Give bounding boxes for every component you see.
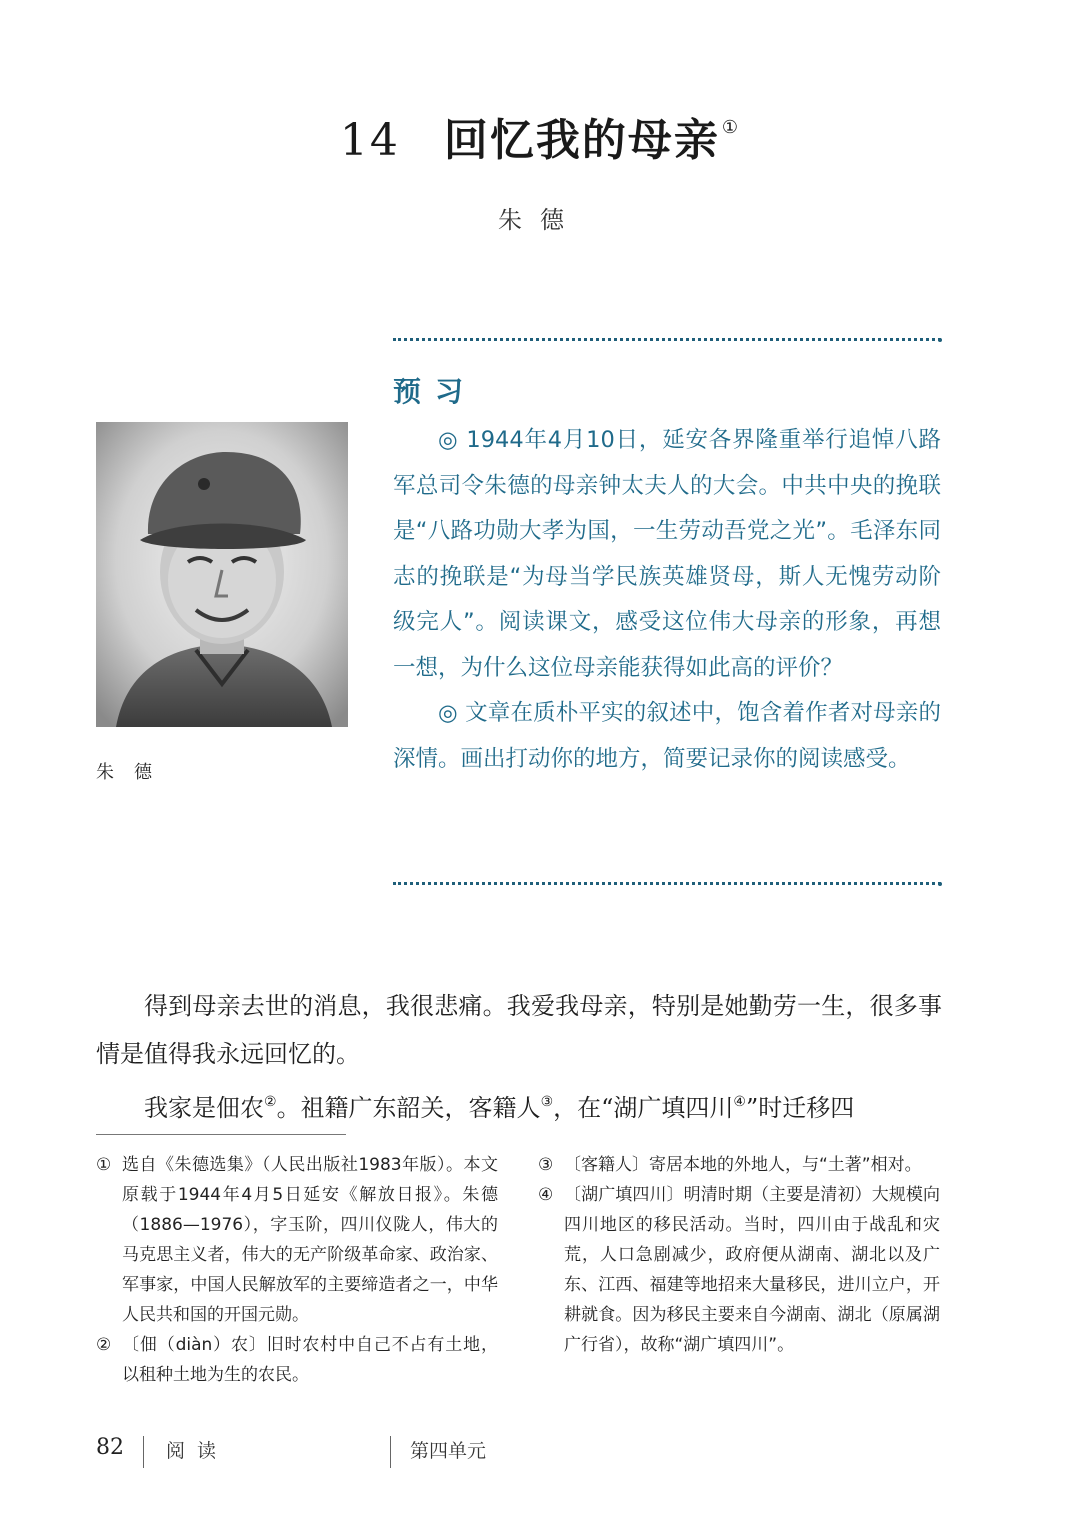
- footnote-1: [96, 1150, 498, 1330]
- photo-caption: 朱德: [96, 762, 172, 783]
- footer-separator: [390, 1436, 391, 1468]
- author-portrait: [96, 422, 348, 727]
- footnote-ref-4[interactable]: ④: [733, 1094, 746, 1110]
- author-name: 朱德: [498, 206, 582, 234]
- main-text: [96, 982, 942, 1132]
- footnotes-right-column: [538, 1150, 940, 1360]
- preview-body: [393, 418, 941, 782]
- footnote-text: 〔客籍人〕寄居本地的外地人，与“土著”相对。: [564, 1155, 922, 1175]
- footer-unit-label: 第四单元: [410, 1440, 487, 1462]
- footnote-mark: ①: [96, 1155, 112, 1175]
- preview-paragraph-1: ◎ 1944年4月10日，延安各界隆重举行追悼八路军总司令朱德的母亲钟太夫人的大会。中共中央的挽联是“八路功勋大孝为国，一生劳动吾党之光”。毛泽东同志的挽联是“为母当学民族英雄贤母，斯人无愧劳动阶级完人”。阅读课文，感受这位伟大母亲的形象，再想一想，为什么这位母亲能获得如此高的评价？: [393, 427, 941, 681]
- lesson-title-text: 回忆我的母亲: [443, 115, 720, 166]
- footnote-3: [538, 1150, 940, 1180]
- main-text-run: ”时迁移四: [745, 1094, 855, 1122]
- portrait-photo: [96, 422, 348, 727]
- footnote-text: 选自《朱德选集》（人民出版社1983年版）。本文原载于1944年4月5日延安《解放日报》。朱德（1886—1976），字玉阶，四川仪陇人，伟大的马克思主义者，伟大的无产阶级革命家、政治家、军事家，中国人民解放军的主要缔造者之一，中华人民共和国的开国元勋。: [122, 1155, 498, 1325]
- lesson-number: 14: [339, 115, 400, 166]
- preview-heading: 预习: [393, 375, 478, 408]
- footnote-mark: ②: [96, 1335, 112, 1355]
- footnote-2: [96, 1330, 498, 1390]
- preview-paragraph-2: ◎ 文章在质朴平实的叙述中，饱含着作者对母亲的深情。画出打动你的地方，简要记录你的阅读感受。: [393, 700, 941, 772]
- footnote-divider: [96, 1134, 346, 1135]
- title-footnote-mark[interactable]: ①: [721, 117, 741, 138]
- footnotes-left-column: [96, 1150, 498, 1390]
- main-text-run: 。祖籍广东韶关，客籍人: [276, 1094, 541, 1122]
- preview-bottom-divider: [393, 882, 941, 885]
- preview-top-divider: [393, 338, 941, 341]
- footnote-ref-2[interactable]: ②: [264, 1094, 277, 1110]
- footnote-4: [538, 1180, 940, 1360]
- main-text-run: ，在“湖广填四川: [553, 1094, 734, 1122]
- footnote-text: 〔湖广填四川〕明清时期（主要是清初）大规模向四川地区的移民活动。当时，四川由于战乱和灾荒，人口急剧减少，政府便从湖南、湖北以及广东、江西、福建等地招来大量移民，进川立户，开耕就食。因为移民主要来自今湖南、湖北（原属湖广行省），故称“湖广填四川”。: [564, 1185, 940, 1355]
- footer-separator: [143, 1436, 144, 1468]
- main-text-run: 我家是佃农: [144, 1094, 264, 1122]
- footnote-mark: ③: [538, 1155, 554, 1175]
- footer-section-label: 阅读: [166, 1440, 229, 1462]
- main-paragraph-1: 得到母亲去世的消息，我很悲痛。我爱我母亲，特别是她勤劳一生，很多事情是值得我永远回忆的。: [96, 992, 942, 1068]
- page-number: 82: [96, 1435, 124, 1460]
- footnote-ref-3[interactable]: ③: [540, 1094, 554, 1110]
- footnote-text: 〔佃（diàn）农〕旧时农村中自己不占有土地，以租种土地为生的农民。: [122, 1335, 498, 1385]
- main-paragraph-2: [96, 1078, 942, 1132]
- lesson-title: [0, 104, 1080, 168]
- footnote-mark: ④: [538, 1185, 554, 1205]
